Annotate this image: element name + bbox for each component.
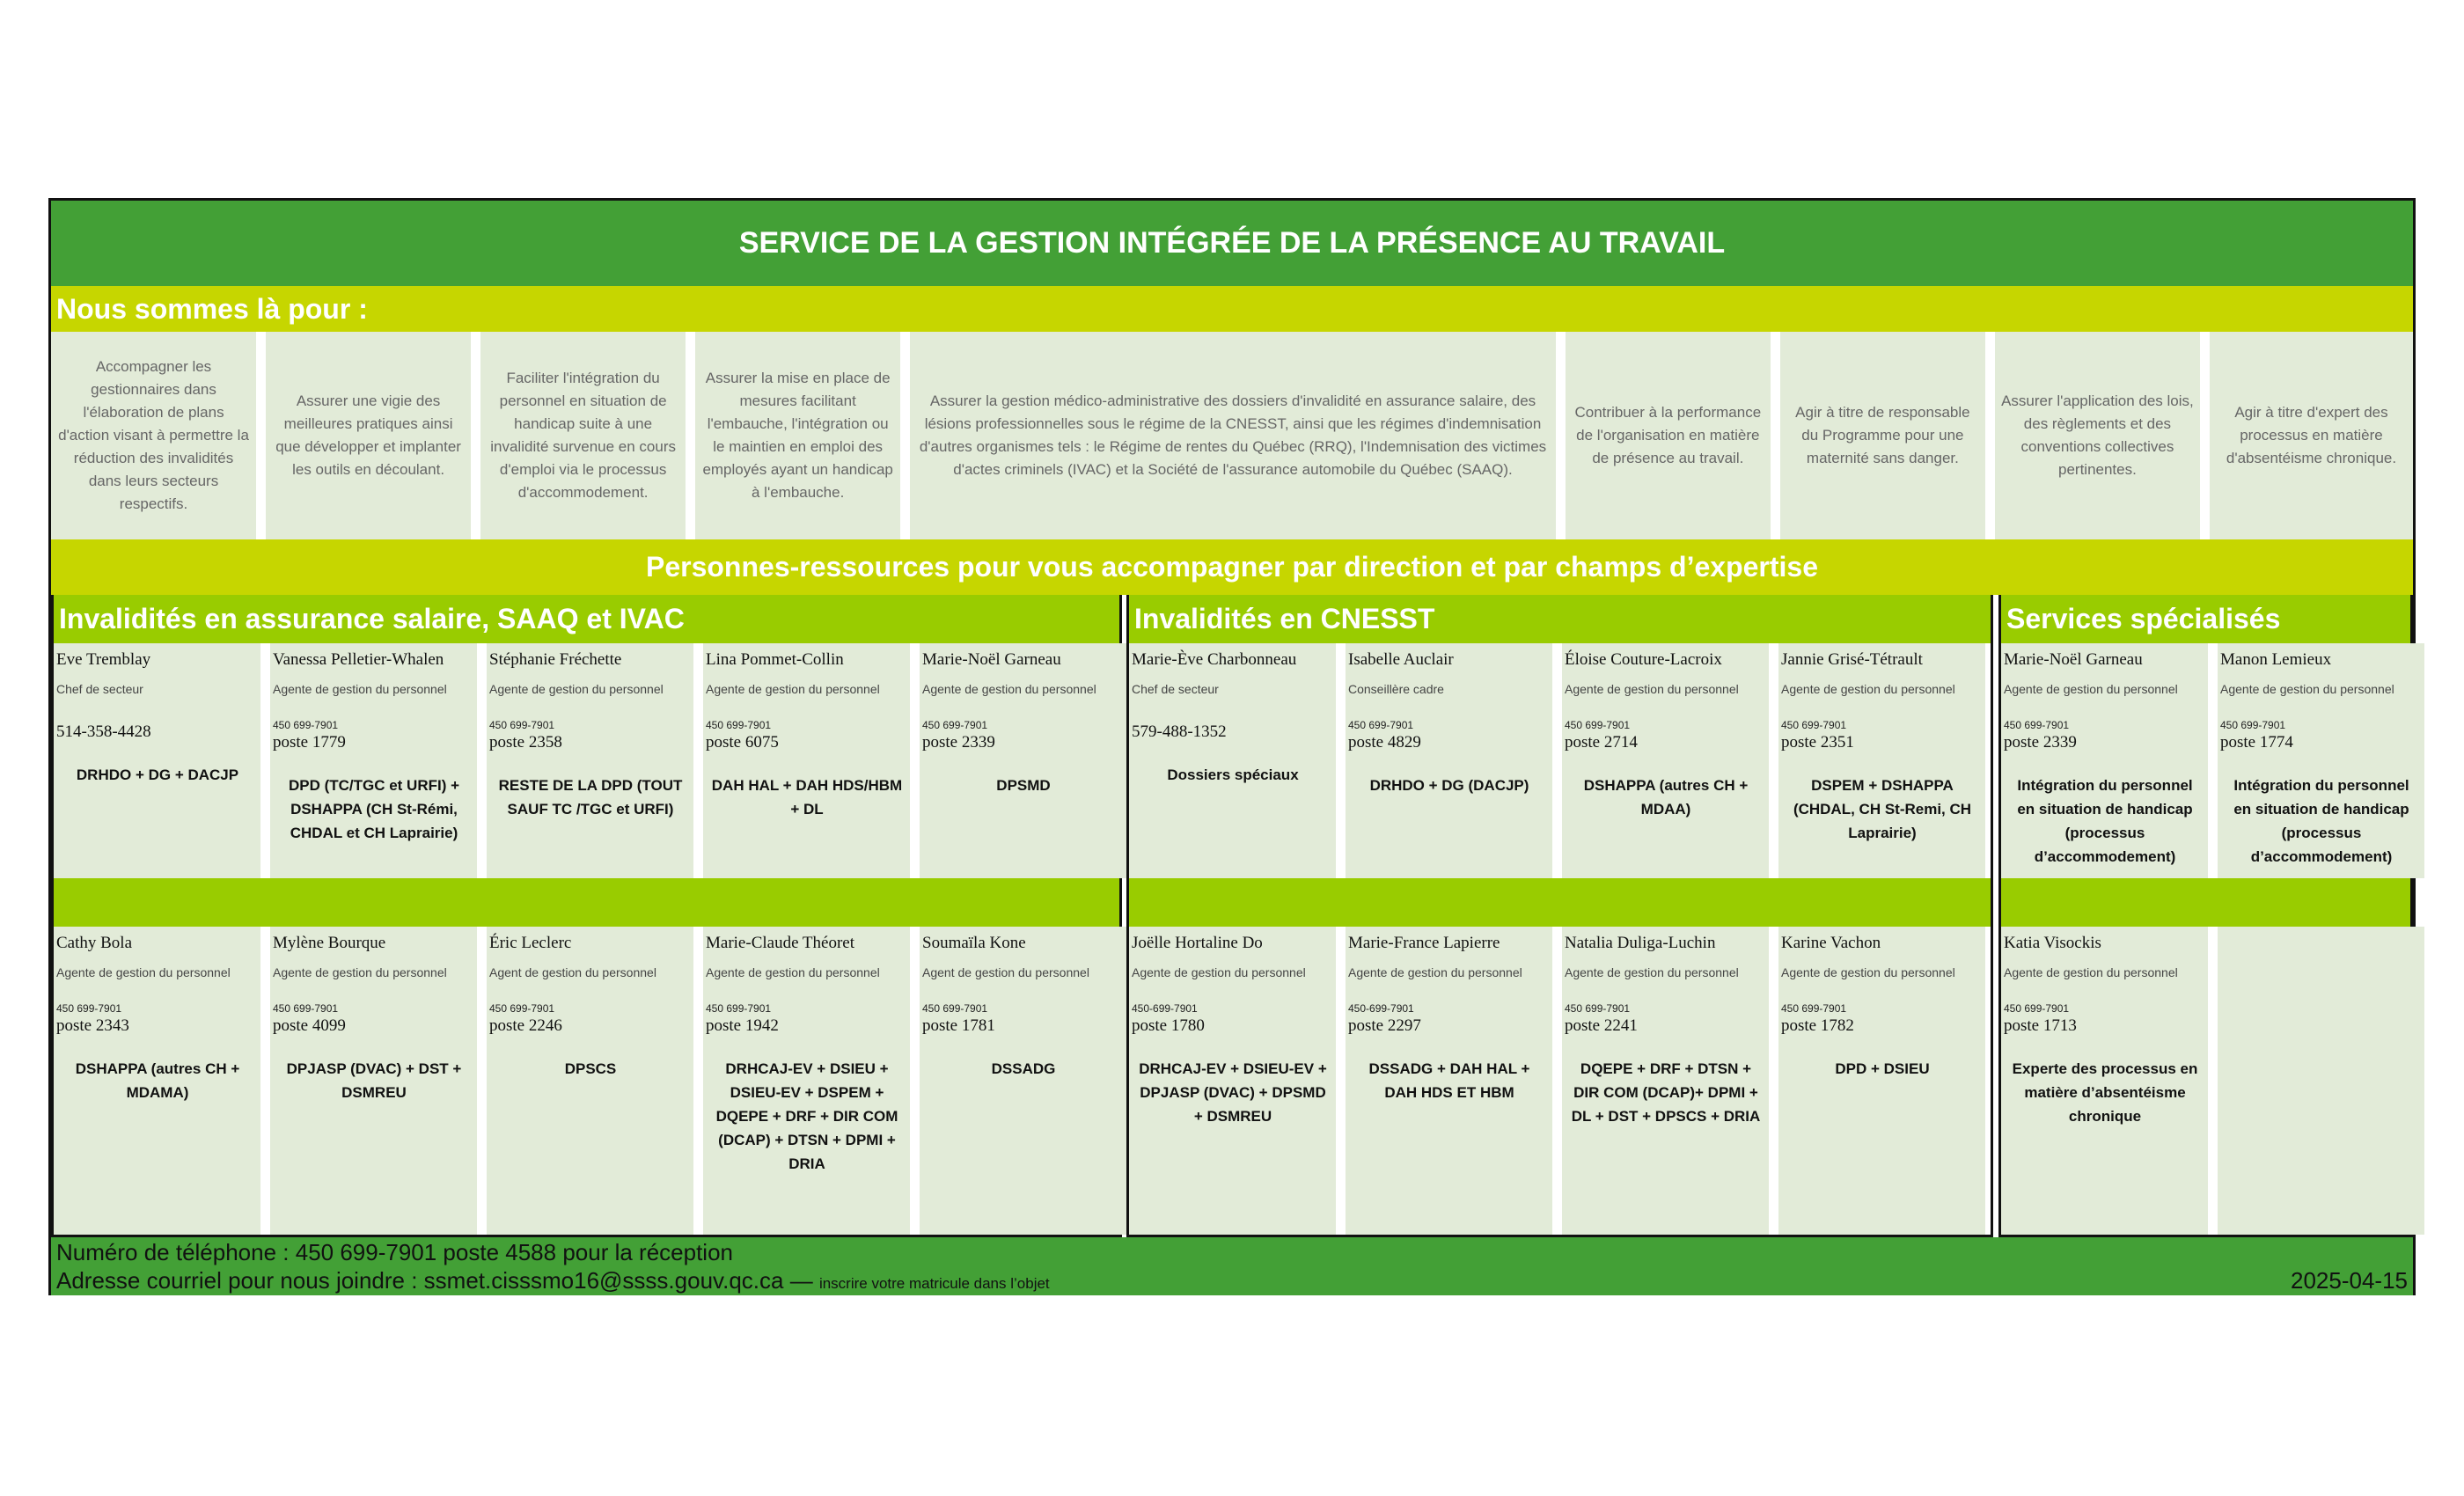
contact-card	[1346, 643, 1552, 878]
contact-phone-prefix: 450 699-7901	[2220, 719, 2286, 731]
contact-scope: DSSADG	[991, 1060, 1056, 1077]
contact-role: Agente de gestion du personnel	[1781, 682, 1955, 696]
contact-phone-prefix: 450 699-7901	[1781, 1002, 1847, 1015]
contact-phone-prefix: 450 699-7901	[1565, 1002, 1631, 1015]
footer-phone: Numéro de téléphone : 450 699-7901 poste 4588 pour la réception	[56, 1239, 734, 1265]
mission-item: Agir à titre de responsable du Programme pour une maternité sans danger.	[1780, 332, 1985, 539]
contact-phone: 514-358-4428	[56, 722, 151, 741]
contact-phone: poste 1713	[2004, 1016, 2077, 1035]
contact-role: Agente de gestion du personnel	[706, 682, 880, 696]
contact-scope: DSPEM + DSHAPPA (CHDAL, CH St-Remi, CH Laprairie)	[1793, 777, 1972, 841]
contact-phone-prefix: 450 699-7901	[1781, 719, 1847, 731]
contact-name: Isabelle Auclair	[1348, 650, 1454, 669]
page-title: SERVICE DE LA GESTION INTÉGRÉE DE LA PRÉSENCE AU TRAVAIL	[51, 201, 2413, 286]
contact-phone: poste 1782	[1781, 1016, 1854, 1035]
contact-scope: DPD (TC/TGC et URFI) + DSHAPPA (CH St-Rémi, CHDAL et CH Laprairie)	[288, 777, 460, 841]
contact-phone: poste 1779	[273, 733, 346, 752]
contact-name: Cathy Bola	[56, 934, 133, 952]
contact-phone-prefix: 450 699-7901	[1565, 719, 1631, 731]
footer-email-note: inscrire votre matricule dans l’objet	[818, 1275, 1050, 1292]
contact-name: Jannie Grisé-Tétrault	[1781, 650, 1923, 669]
contact-phone: poste 1781	[922, 1016, 995, 1035]
contact-phone: poste 6075	[706, 733, 779, 752]
contact-card	[703, 927, 910, 1235]
contact-phone-prefix: 450 699-7901	[922, 1002, 988, 1015]
contact-scope: DSHAPPA (autres CH + MDAA)	[1583, 777, 1749, 818]
contact-name: Marie-Noël Garneau	[922, 650, 1061, 669]
contact-card	[1346, 927, 1552, 1235]
contact-phone-prefix: 450 699-7901	[489, 1002, 555, 1015]
contact-scope: Experte des processus en matière d’absentéisme chronique	[2012, 1060, 2198, 1125]
contact-phone: poste 2714	[1565, 733, 1638, 752]
contact-name: Stéphanie Fréchette	[489, 650, 622, 669]
contact-card	[1778, 927, 1985, 1235]
contact-phone-prefix: 450 699-7901	[922, 719, 988, 731]
contact-card	[1562, 927, 1769, 1235]
contact-name: Katia Visockis	[2004, 934, 2101, 952]
contact-phone: poste 2241	[1565, 1016, 1638, 1035]
section-divider	[1129, 878, 1991, 927]
contact-scope: DRHDO + DG + DACJP	[76, 766, 239, 783]
contact-role: Agente de gestion du personnel	[2004, 965, 2178, 979]
contact-scope: Intégration du personnel en situation de handicap (processus d’accommodement)	[2233, 777, 2409, 865]
section-assurance-salaire	[51, 595, 1122, 1237]
mission-item: Accompagner les gestionnaires dans l'élaboration de plans d'action visant à permettre la réduction des invalidités dans leurs secteurs respectifs.	[51, 332, 256, 539]
contact-name: Mylène Bourque	[273, 934, 386, 952]
section-title: Invalidités en assurance salaire, SAAQ et IVAC	[54, 595, 1119, 643]
contact-phone: poste 2358	[489, 733, 562, 752]
contact-card	[920, 643, 1126, 878]
contact-phone: poste 2343	[56, 1016, 129, 1035]
contact-name: Éric Leclerc	[489, 934, 572, 952]
contact-role: Agente de gestion du personnel	[2004, 682, 2178, 696]
contact-scope: DSSADG + DAH HAL + DAH HDS ET HBM	[1368, 1060, 1530, 1101]
contact-role: Agent de gestion du personnel	[489, 965, 656, 979]
contact-name: Marie-Ève Charbonneau	[1132, 650, 1297, 669]
contact-name: Vanessa Pelletier-Whalen	[273, 650, 444, 669]
contact-name: Eve Tremblay	[56, 650, 151, 669]
contact-role: Agente de gestion du personnel	[1132, 965, 1306, 979]
contact-role: Chef de secteur	[56, 682, 143, 696]
section-title: Invalidités en CNESST	[1129, 595, 1991, 643]
mission-item: Assurer la mise en place de mesures facilitant l'embauche, l'intégration ou le maintien en emploi des employés ayant un handicap à l'embauche.	[695, 332, 900, 539]
contact-role: Agente de gestion du personnel	[1348, 965, 1522, 979]
mission-item: Assurer la gestion médico-administrative des dossiers d'invalidité en assurance salaire, des lésions professionnelles sous le régime de la CNESST, ainsi que les régimes d'indemnisation d'autres organismes tels : le Régime de rentes du Québec (RRQ), l'Indemnisation des victimes d'actes criminels (IVAC) et la Société de l'assurance automobile du Québec (SAAQ).	[910, 332, 1556, 539]
contact-phone: poste 2351	[1781, 733, 1854, 752]
contact-phone: poste 2339	[922, 733, 995, 752]
contact-phone: poste 1942	[706, 1016, 779, 1035]
contact-role: Agente de gestion du personnel	[1565, 682, 1739, 696]
contact-card	[487, 643, 693, 878]
contact-card	[1129, 643, 1336, 878]
contact-name: Joëlle Hortaline Do	[1132, 934, 1263, 952]
contact-scope: RESTE DE LA DPD (TOUT SAUF TC /TGC et URFI)	[498, 777, 683, 818]
section-divider	[2001, 878, 2410, 927]
contact-phone: poste 2246	[489, 1016, 562, 1035]
contact-name: Marie-Noël Garneau	[2004, 650, 2143, 669]
contact-card	[54, 927, 260, 1235]
contact-role: Chef de secteur	[1132, 682, 1219, 696]
contact-card	[1562, 643, 1769, 878]
contact-scope: DAH HAL + DAH HDS/HBM + DL	[711, 777, 903, 818]
mission-item: Assurer une vigie des meilleures pratiques ainsi que développer et implanter les outils en découlant.	[266, 332, 471, 539]
contact-phone-prefix: 450-699-7901	[1348, 1002, 1414, 1015]
contact-name: Éloise Couture-Lacroix	[1565, 650, 1722, 669]
footer-email	[56, 1267, 1050, 1294]
contact-phone-prefix: 450 699-7901	[489, 719, 555, 731]
section-title: Services spécialisés	[2001, 595, 2410, 643]
service-sheet	[48, 198, 2416, 1295]
mission-item: Faciliter l'intégration du personnel en situation de handicap suite à une invalidité survenue en cours d'emploi via le processus d'accommodement.	[480, 332, 686, 539]
mission-list	[51, 332, 2413, 539]
section-divider	[54, 878, 1119, 927]
contact-phone-prefix: 450 699-7901	[56, 1002, 122, 1015]
contact-phone-prefix: 450 699-7901	[706, 719, 772, 731]
contact-scope: Intégration du personnel en situation de handicap (processus d’accommodement)	[2017, 777, 2193, 865]
contact-role: Agente de gestion du personnel	[273, 682, 447, 696]
contact-role: Agente de gestion du personnel	[56, 965, 231, 979]
contact-scope: Dossiers spéciaux	[1167, 766, 1299, 783]
contact-role: Agente de gestion du personnel	[1781, 965, 1955, 979]
contact-phone: poste 1780	[1132, 1016, 1205, 1035]
mission-subtitle: Nous sommes là pour :	[51, 286, 2413, 332]
contact-phone-prefix: 450-699-7901	[1132, 1002, 1198, 1015]
contact-scope: DPJASP (DVAC) + DST + DSMREU	[286, 1060, 462, 1101]
contact-scope: DPD + DSIEU	[1835, 1060, 1930, 1077]
mission-item: Contribuer à la performance de l'organisation en matière de présence au travail.	[1566, 332, 1771, 539]
contact-phone: poste 2297	[1348, 1016, 1421, 1035]
section-cnesst	[1126, 595, 1993, 1237]
contact-card	[2001, 927, 2208, 1235]
footer	[51, 1237, 2413, 1295]
contact-card	[487, 927, 693, 1235]
contact-role: Agent de gestion du personnel	[922, 965, 1089, 979]
contact-card	[1129, 927, 1336, 1235]
contact-name: Marie-Claude Théoret	[706, 934, 854, 952]
contact-name: Marie-France Lapierre	[1348, 934, 1500, 952]
contact-phone-prefix: 450 699-7901	[706, 1002, 772, 1015]
contact-phone: 579-488-1352	[1132, 722, 1227, 741]
contact-card	[2001, 643, 2208, 878]
contact-phone-prefix: 450 699-7901	[273, 1002, 339, 1015]
contact-card	[270, 643, 477, 878]
contact-phone-prefix: 450 699-7901	[2004, 1002, 2070, 1015]
contact-scope: DRHCAJ-EV + DSIEU-EV + DPJASP (DVAC) + DPSMD + DSMREU	[1139, 1060, 1327, 1125]
empty-card	[2218, 927, 2424, 1235]
contact-card	[2218, 643, 2424, 878]
contact-role: Conseillère cadre	[1348, 682, 1444, 696]
contact-card	[920, 927, 1126, 1235]
contact-role: Agente de gestion du personnel	[2220, 682, 2394, 696]
footer-date: 2025-04-15	[2291, 1267, 2408, 1294]
mission-item: Agir à titre d'expert des processus en matière d'absentéisme chronique.	[2210, 332, 2413, 539]
contact-card	[54, 643, 260, 878]
contact-card	[1778, 643, 1985, 878]
contact-phone-prefix: 450 699-7901	[1348, 719, 1414, 731]
contact-phone-prefix: 450 699-7901	[273, 719, 339, 731]
contact-name: Natalia Duliga-Luchin	[1565, 934, 1716, 952]
contact-name: Karine Vachon	[1781, 934, 1881, 952]
persons-title: Personnes-ressources pour vous accompagner par direction et par champs d’expertise	[51, 539, 2413, 595]
contact-role: Agente de gestion du personnel	[706, 965, 880, 979]
contact-role: Agente de gestion du personnel	[922, 682, 1096, 696]
contact-name: Manon Lemieux	[2220, 650, 2332, 669]
contact-phone: poste 4099	[273, 1016, 346, 1035]
contact-scope: DSHAPPA (autres CH + MDAMA)	[75, 1060, 240, 1101]
contact-role: Agente de gestion du personnel	[489, 682, 664, 696]
contact-role: Agente de gestion du personnel	[273, 965, 447, 979]
contact-role: Agente de gestion du personnel	[1565, 965, 1739, 979]
contact-scope: DQEPE + DRF + DTSN + DIR COM (DCAP)+ DPMI + DL + DST + DPSCS + DRIA	[1571, 1060, 1761, 1125]
contact-scope: DPSMD	[996, 777, 1051, 794]
contact-card	[703, 643, 910, 878]
contact-card	[270, 927, 477, 1235]
contact-phone-prefix: 450 699-7901	[2004, 719, 2070, 731]
footer-email-label: Adresse courriel pour nous joindre : ssmet.cisssmo16@ssss.gouv.qc.ca —	[56, 1267, 813, 1294]
mission-item: Assurer l'application des lois, des règlements et des conventions collectives pertinentes.	[1995, 332, 2200, 539]
contact-phone: poste 4829	[1348, 733, 1421, 752]
contact-phone: poste 2339	[2004, 733, 2077, 752]
section-services-specialises	[1998, 595, 2413, 1237]
contact-name: Lina Pommet-Collin	[706, 650, 844, 669]
contact-name: Soumaïla Kone	[922, 934, 1026, 952]
contact-scope: DRHDO + DG (DACJP)	[1369, 777, 1529, 794]
contact-scope: DPSCS	[564, 1060, 617, 1077]
contact-scope: DRHCAJ-EV + DSIEU + DSIEU-EV + DSPEM + DQEPE + DRF + DIR COM (DCAP) + DTSN + DPMI + DRIA	[715, 1060, 898, 1172]
contact-phone: poste 1774	[2220, 733, 2293, 752]
